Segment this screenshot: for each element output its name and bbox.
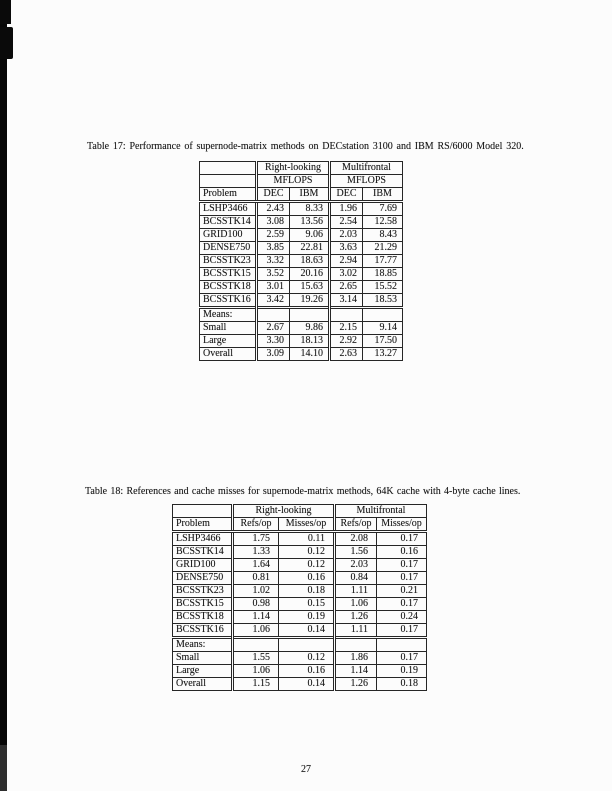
value-cell: 0.81 bbox=[233, 572, 279, 585]
value-cell: 21.29 bbox=[363, 242, 403, 255]
table-18-cache-misses bbox=[172, 504, 427, 691]
table-row bbox=[173, 585, 427, 598]
empty-cell bbox=[377, 638, 427, 652]
value-cell: 2.67 bbox=[257, 322, 290, 335]
problem-cell: DENSE750 bbox=[173, 572, 233, 585]
value-cell: 3.14 bbox=[330, 294, 363, 308]
means-row bbox=[173, 678, 427, 691]
value-cell: 18.63 bbox=[290, 255, 330, 268]
value-cell: 3.08 bbox=[257, 216, 290, 229]
problem-cell: LSHP3466 bbox=[200, 202, 257, 216]
value-cell: 0.84 bbox=[335, 572, 377, 585]
table-row bbox=[200, 216, 403, 229]
value-cell: 13.27 bbox=[363, 348, 403, 361]
value-cell: 2.63 bbox=[330, 348, 363, 361]
mean-name-cell: Small bbox=[200, 322, 257, 335]
group-header: Multifrontal bbox=[335, 505, 427, 518]
table-column-header-row bbox=[173, 518, 427, 532]
means-row bbox=[200, 335, 403, 348]
value-cell: 0.17 bbox=[377, 559, 427, 572]
value-cell: 0.12 bbox=[279, 559, 335, 572]
value-cell: 2.59 bbox=[257, 229, 290, 242]
value-cell: 14.10 bbox=[290, 348, 330, 361]
value-cell: 1.02 bbox=[233, 585, 279, 598]
value-cell: 9.86 bbox=[290, 322, 330, 335]
value-cell: 2.03 bbox=[335, 559, 377, 572]
value-cell: 0.17 bbox=[377, 598, 427, 611]
group-header: Right-looking bbox=[233, 505, 335, 518]
value-cell: 3.85 bbox=[257, 242, 290, 255]
column-header: Problem bbox=[173, 518, 233, 532]
value-cell: 0.12 bbox=[279, 652, 335, 665]
value-cell: 2.08 bbox=[335, 532, 377, 546]
column-header: DEC bbox=[330, 188, 363, 202]
value-cell: 20.16 bbox=[290, 268, 330, 281]
value-cell: 2.54 bbox=[330, 216, 363, 229]
group-header: Multifrontal bbox=[330, 162, 403, 175]
empty-cell bbox=[290, 308, 330, 322]
value-cell: 0.14 bbox=[279, 624, 335, 638]
column-header: Problem bbox=[200, 188, 257, 202]
value-cell: 7.69 bbox=[363, 202, 403, 216]
table-group-header-row bbox=[173, 505, 427, 518]
mean-name-cell: Overall bbox=[200, 348, 257, 361]
table-row bbox=[200, 294, 403, 308]
table-row bbox=[200, 281, 403, 294]
value-cell: 0.15 bbox=[279, 598, 335, 611]
means-row bbox=[173, 665, 427, 678]
value-cell: 0.16 bbox=[279, 665, 335, 678]
corner-cell bbox=[173, 505, 233, 518]
units-header: MFLOPS bbox=[257, 175, 330, 188]
value-cell: 1.96 bbox=[330, 202, 363, 216]
value-cell: 17.77 bbox=[363, 255, 403, 268]
value-cell: 1.56 bbox=[335, 546, 377, 559]
table-row bbox=[200, 268, 403, 281]
table-row bbox=[200, 229, 403, 242]
corner-cell bbox=[200, 162, 257, 175]
means-label-row bbox=[200, 308, 403, 322]
value-cell: 3.63 bbox=[330, 242, 363, 255]
value-cell: 0.98 bbox=[233, 598, 279, 611]
value-cell: 1.14 bbox=[233, 611, 279, 624]
mean-name-cell: Overall bbox=[173, 678, 233, 691]
column-header: Misses/op bbox=[279, 518, 335, 532]
means-label: Means: bbox=[173, 638, 233, 652]
value-cell: 9.06 bbox=[290, 229, 330, 242]
column-header: DEC bbox=[257, 188, 290, 202]
table-row bbox=[200, 255, 403, 268]
group-header: Right-looking bbox=[257, 162, 330, 175]
value-cell: 2.65 bbox=[330, 281, 363, 294]
value-cell: 0.18 bbox=[279, 585, 335, 598]
value-cell: 0.24 bbox=[377, 611, 427, 624]
value-cell: 2.15 bbox=[330, 322, 363, 335]
value-cell: 0.18 bbox=[377, 678, 427, 691]
problem-cell: BCSSTK15 bbox=[200, 268, 257, 281]
value-cell: 0.17 bbox=[377, 572, 427, 585]
means-row bbox=[200, 322, 403, 335]
value-cell: 3.52 bbox=[257, 268, 290, 281]
value-cell: 3.42 bbox=[257, 294, 290, 308]
column-header: IBM bbox=[363, 188, 403, 202]
corner-cell bbox=[200, 175, 257, 188]
column-header: Refs/op bbox=[335, 518, 377, 532]
problem-cell: BCSSTK18 bbox=[200, 281, 257, 294]
value-cell: 1.26 bbox=[335, 678, 377, 691]
problem-cell: BCSSTK18 bbox=[173, 611, 233, 624]
value-cell: 19.26 bbox=[290, 294, 330, 308]
empty-cell bbox=[335, 638, 377, 652]
value-cell: 2.43 bbox=[257, 202, 290, 216]
value-cell: 12.58 bbox=[363, 216, 403, 229]
problem-cell: BCSSTK14 bbox=[173, 546, 233, 559]
table-row bbox=[173, 611, 427, 624]
problem-cell: BCSSTK16 bbox=[173, 624, 233, 638]
problem-cell: BCSSTK23 bbox=[173, 585, 233, 598]
value-cell: 1.55 bbox=[233, 652, 279, 665]
table-row bbox=[200, 202, 403, 216]
value-cell: 2.94 bbox=[330, 255, 363, 268]
value-cell: 3.30 bbox=[257, 335, 290, 348]
value-cell: 3.32 bbox=[257, 255, 290, 268]
mean-name-cell: Large bbox=[200, 335, 257, 348]
value-cell: 2.03 bbox=[330, 229, 363, 242]
value-cell: 0.12 bbox=[279, 546, 335, 559]
value-cell: 8.33 bbox=[290, 202, 330, 216]
empty-cell bbox=[330, 308, 363, 322]
value-cell: 1.06 bbox=[335, 598, 377, 611]
table-row bbox=[173, 532, 427, 546]
value-cell: 1.86 bbox=[335, 652, 377, 665]
column-header: Refs/op bbox=[233, 518, 279, 532]
value-cell: 0.17 bbox=[377, 652, 427, 665]
column-header: Misses/op bbox=[377, 518, 427, 532]
value-cell: 1.14 bbox=[335, 665, 377, 678]
value-cell: 22.81 bbox=[290, 242, 330, 255]
value-cell: 8.43 bbox=[363, 229, 403, 242]
value-cell: 1.15 bbox=[233, 678, 279, 691]
empty-cell bbox=[363, 308, 403, 322]
means-row bbox=[173, 652, 427, 665]
means-label-row bbox=[173, 638, 427, 652]
table-group-header-row bbox=[200, 162, 403, 175]
page-number: 27 bbox=[301, 764, 311, 775]
scan-artifact-strip bbox=[0, 0, 7, 791]
value-cell: 0.21 bbox=[377, 585, 427, 598]
value-cell: 18.13 bbox=[290, 335, 330, 348]
value-cell: 0.16 bbox=[377, 546, 427, 559]
value-cell: 0.14 bbox=[279, 678, 335, 691]
mean-name-cell: Large bbox=[173, 665, 233, 678]
value-cell: 18.53 bbox=[363, 294, 403, 308]
problem-cell: BCSSTK14 bbox=[200, 216, 257, 229]
value-cell: 17.50 bbox=[363, 335, 403, 348]
problem-cell: GRID100 bbox=[200, 229, 257, 242]
table-row bbox=[173, 624, 427, 638]
empty-cell bbox=[233, 638, 279, 652]
problem-cell: DENSE750 bbox=[200, 242, 257, 255]
value-cell: 1.06 bbox=[233, 665, 279, 678]
value-cell: 1.11 bbox=[335, 585, 377, 598]
table-row bbox=[173, 559, 427, 572]
column-header: IBM bbox=[290, 188, 330, 202]
value-cell: 2.92 bbox=[330, 335, 363, 348]
value-cell: 9.14 bbox=[363, 322, 403, 335]
empty-cell bbox=[257, 308, 290, 322]
value-cell: 13.56 bbox=[290, 216, 330, 229]
problem-cell: BCSSTK15 bbox=[173, 598, 233, 611]
table-row bbox=[173, 546, 427, 559]
value-cell: 0.17 bbox=[377, 532, 427, 546]
value-cell: 0.19 bbox=[377, 665, 427, 678]
value-cell: 15.52 bbox=[363, 281, 403, 294]
table-17-performance bbox=[199, 161, 403, 361]
value-cell: 3.09 bbox=[257, 348, 290, 361]
table-column-header-row bbox=[200, 188, 403, 202]
problem-cell: GRID100 bbox=[173, 559, 233, 572]
value-cell: 1.33 bbox=[233, 546, 279, 559]
value-cell: 0.11 bbox=[279, 532, 335, 546]
value-cell: 18.85 bbox=[363, 268, 403, 281]
table-row bbox=[173, 572, 427, 585]
table17-caption: Table 17: Performance of supernode-matrix methods on DECstation 3100 and IBM RS/6000 Model 320. bbox=[87, 141, 524, 152]
mean-name-cell: Small bbox=[173, 652, 233, 665]
value-cell: 0.16 bbox=[279, 572, 335, 585]
scan-artifact-blob bbox=[0, 0, 11, 24]
problem-cell: BCSSTK23 bbox=[200, 255, 257, 268]
problem-cell: LSHP3466 bbox=[173, 532, 233, 546]
problem-cell: BCSSTK16 bbox=[200, 294, 257, 308]
table-row bbox=[173, 598, 427, 611]
value-cell: 1.64 bbox=[233, 559, 279, 572]
table-units-row bbox=[200, 175, 403, 188]
value-cell: 1.06 bbox=[233, 624, 279, 638]
value-cell: 3.01 bbox=[257, 281, 290, 294]
table18-caption: Table 18: References and cache misses for supernode-matrix methods, 64K cache with 4-byte cache lines. bbox=[85, 486, 521, 497]
value-cell: 0.17 bbox=[377, 624, 427, 638]
value-cell: 1.75 bbox=[233, 532, 279, 546]
means-label: Means: bbox=[200, 308, 257, 322]
value-cell: 15.63 bbox=[290, 281, 330, 294]
scan-artifact-blob bbox=[0, 27, 13, 59]
units-header: MFLOPS bbox=[330, 175, 403, 188]
means-row bbox=[200, 348, 403, 361]
value-cell: 3.02 bbox=[330, 268, 363, 281]
table-row bbox=[200, 242, 403, 255]
empty-cell bbox=[279, 638, 335, 652]
value-cell: 0.19 bbox=[279, 611, 335, 624]
value-cell: 1.26 bbox=[335, 611, 377, 624]
value-cell: 1.11 bbox=[335, 624, 377, 638]
